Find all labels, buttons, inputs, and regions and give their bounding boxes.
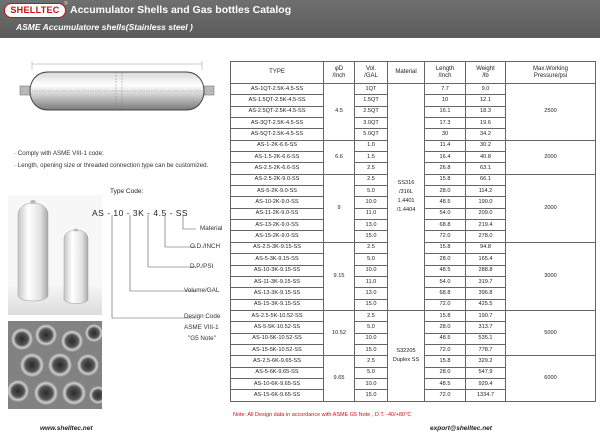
col-header-type: TYPE	[231, 62, 324, 84]
cell-vol: 5.0	[355, 186, 388, 197]
cell-weight: 278.0	[466, 231, 506, 242]
cell-vol: 15.0	[355, 231, 388, 242]
cell-length: 54.0	[425, 208, 466, 219]
cell-type: AS-13-3K-9.15-SS	[231, 288, 324, 299]
cell-length: 72.0	[425, 299, 466, 310]
cell-type: AS-1.5QT-2.5K-4.5-SS	[231, 95, 324, 106]
cell-type: AS-2.5-5K-10.52-SS	[231, 310, 324, 321]
cell-pressure-group: 2000	[506, 140, 596, 174]
cell-type: AS-10-5K-10.52-SS	[231, 333, 324, 344]
cell-vol: 5.0	[355, 322, 388, 333]
cell-vol: 2.5QT	[355, 106, 388, 117]
spec-table-container	[230, 61, 595, 402]
cell-weight: 929.4	[466, 378, 506, 389]
code-label-design-code: Design Code	[184, 313, 221, 320]
cell-weight: 94.8	[466, 242, 506, 253]
cell-vol: 2.5	[355, 174, 388, 185]
cell-weight: 313.7	[466, 322, 506, 333]
cell-weight: 9.0	[466, 84, 506, 95]
cell-length: 10	[425, 95, 466, 106]
cell-length: 15.8	[425, 310, 466, 321]
cell-vol: 10.0	[355, 333, 388, 344]
cell-vol: 2.5	[355, 242, 388, 253]
cell-type: AS-1QT-2.5K-4.5-SS	[231, 84, 324, 95]
cell-length: 68.8	[425, 288, 466, 299]
cell-type: AS-5-3K-9.15-SS	[231, 254, 324, 265]
cell-weight: 425.5	[466, 299, 506, 310]
cell-length: 68.8	[425, 220, 466, 231]
cell-type: AS-2.5-6K-9.65-SS	[231, 356, 324, 367]
cell-weight: 547.9	[466, 367, 506, 378]
cell-od-group: 9.15	[324, 242, 355, 310]
cell-length: 17.3	[425, 118, 466, 129]
code-label-asme: ASME VIII-1	[184, 324, 219, 331]
cell-type: AS-11-3K-9.15-SS	[231, 276, 324, 287]
cell-length: 26.8	[425, 163, 466, 174]
cell-type: AS-15-2K-9.0-SS	[231, 231, 324, 242]
cell-weight: 40.8	[466, 152, 506, 163]
cell-vol: 5.0	[355, 254, 388, 265]
cell-weight: 30.2	[466, 140, 506, 151]
cell-vol: 5.0QT	[355, 129, 388, 140]
cell-od-group: 9.65	[324, 356, 355, 401]
cell-length: 16.1	[425, 106, 466, 117]
cell-length: 28.0	[425, 186, 466, 197]
cell-weight: 18.3	[466, 106, 506, 117]
feature-customization: · Length, opening size or threaded connection type can be customized.	[14, 162, 209, 169]
cylinder-technical-drawing	[14, 58, 219, 138]
table-row	[231, 84, 596, 95]
cell-weight: 219.4	[466, 220, 506, 231]
cell-length: 28.0	[425, 254, 466, 265]
cell-vol: 15.0	[355, 344, 388, 355]
table-row	[231, 310, 596, 321]
cell-od-group: 9	[324, 174, 355, 242]
cell-pressure-group: 6000	[506, 356, 596, 401]
code-label-volume: Volume/GAL	[184, 287, 220, 294]
cell-type: AS-2.5-2K-6.6-SS	[231, 163, 324, 174]
cell-weight: 778.7	[466, 344, 506, 355]
brand-logo[interactable]	[4, 3, 66, 18]
cell-pressure-group: 2500	[506, 84, 596, 141]
cell-vol: 15.0	[355, 390, 388, 401]
col-header-weight: Weight /lb	[466, 62, 506, 84]
cell-vol: 2.5	[355, 356, 388, 367]
type-code-leader-lines	[92, 215, 232, 355]
cell-length: 15.8	[425, 174, 466, 185]
cell-material-group: SS316 /316L 1.4401 /1.4404	[388, 84, 425, 311]
cell-type: AS-10-2K-9.0-SS	[231, 197, 324, 208]
cell-type: AS-13-2K-9.0-SS	[231, 220, 324, 231]
cell-od-group: 4.5	[324, 84, 355, 141]
type-code-example: AS - 10 - 3K - 4.5 - SS	[92, 208, 189, 218]
cell-weight: 288.8	[466, 265, 506, 276]
cell-pressure-group: 5000	[506, 310, 596, 355]
cell-weight: 329.2	[466, 356, 506, 367]
cell-type: AS-15-6K-9.65-SS	[231, 390, 324, 401]
section-subtitle: ASME Accumulatore shells(Stainless steel )	[16, 22, 193, 32]
cell-length: 72.0	[425, 231, 466, 242]
col-header-od: φD /Inch	[324, 62, 355, 84]
cell-vol: 11.0	[355, 208, 388, 219]
cell-length: 15.8	[425, 242, 466, 253]
cell-weight: 63.1	[466, 163, 506, 174]
cell-vol: 11.0	[355, 276, 388, 287]
col-header-pressure: Max.Working Pressure/psi	[506, 62, 596, 84]
cell-weight: 319.7	[466, 276, 506, 287]
cell-length: 48.5	[425, 333, 466, 344]
cell-weight: 535.1	[466, 333, 506, 344]
cell-length: 28.0	[425, 367, 466, 378]
cell-type: AS-3QT-2.5K-4.5-SS	[231, 118, 324, 129]
col-header-length: Length /Inch	[425, 62, 466, 84]
code-label-dp: D.P./PSI	[190, 263, 214, 270]
cell-type: AS-15-3K-9.15-SS	[231, 299, 324, 310]
cell-weight: 34.2	[466, 129, 506, 140]
design-note: Note: All Design data in accordance with ASME G5 Note , D.T. -40/+80℃	[233, 412, 412, 418]
cell-vol: 1.0	[355, 140, 388, 151]
col-header-vol: Vol. /GAL	[355, 62, 388, 84]
cell-length: 28.0	[425, 322, 466, 333]
cell-weight: 190.7	[466, 310, 506, 321]
cell-type: AS-5QT-2.5K-4.5-SS	[231, 129, 324, 140]
cell-weight: 396.8	[466, 288, 506, 299]
cell-type: AS-1-2K-6.6-SS	[231, 140, 324, 151]
cell-type: AS-5-2K-9.0-SS	[231, 186, 324, 197]
cell-vol: 1QT	[355, 84, 388, 95]
feature-list	[14, 148, 229, 172]
cell-length: 16.4	[425, 152, 466, 163]
code-label-material: Material	[200, 225, 223, 232]
code-label-od: O.D./INCH	[190, 243, 221, 250]
spec-table	[230, 61, 596, 402]
cell-length: 7.7	[425, 84, 466, 95]
cell-pressure-group: 3000	[506, 242, 596, 310]
type-code-title: Type Code:	[110, 188, 144, 195]
cell-weight: 165.4	[466, 254, 506, 265]
cell-weight: 190.0	[466, 197, 506, 208]
cell-length: 54.0	[425, 276, 466, 287]
website-link[interactable]: www.shelltec.net	[40, 425, 93, 432]
cell-length: 15.8	[425, 356, 466, 367]
cell-od-group: 10.52	[324, 310, 355, 355]
cell-material-duplex: S32205 Duplex SS	[388, 310, 425, 401]
cell-vol: 1.5QT	[355, 95, 388, 106]
cell-type: AS-1.5-2K-6.6-SS	[231, 152, 324, 163]
col-header-material: Material	[388, 62, 425, 84]
cell-vol: 13.0	[355, 220, 388, 231]
email-link[interactable]: export@shelltec.net	[430, 425, 492, 432]
cell-od-group: 6.6	[324, 140, 355, 174]
cell-length: 72.0	[425, 390, 466, 401]
cell-weight: 19.6	[466, 118, 506, 129]
cell-vol: 5.0	[355, 367, 388, 378]
cell-length: 48.5	[425, 197, 466, 208]
cell-type: AS-2.5-3K-9.15-SS	[231, 242, 324, 253]
cell-type: AS-15-5K-10.52-SS	[231, 344, 324, 355]
cell-vol: 10.0	[355, 197, 388, 208]
cell-weight: 66.1	[466, 174, 506, 185]
cell-pressure-group: 2000	[506, 174, 596, 242]
feature-asme: · Comply with ASME VIII-1 code;	[14, 150, 104, 157]
shell-bundle-photo	[8, 321, 102, 409]
registered-mark: ®	[64, 1, 68, 7]
cell-vol: 1.5	[355, 152, 388, 163]
cell-length: 48.5	[425, 378, 466, 389]
cell-type: AS-11-2K-9.0-SS	[231, 208, 324, 219]
cell-length: 48.5	[425, 265, 466, 276]
cell-vol: 15.0	[355, 299, 388, 310]
cell-weight: 1334.7	[466, 390, 506, 401]
cell-length: 72.0	[425, 344, 466, 355]
cell-vol: 13.0	[355, 288, 388, 299]
cell-vol: 3.0QT	[355, 118, 388, 129]
cell-type: AS-10-6K-9.65-SS	[231, 378, 324, 389]
table-header-row	[231, 62, 596, 84]
cell-length: 30	[425, 129, 466, 140]
logo-text: SHELLTEC	[10, 5, 60, 15]
cell-type: AS-5-5K-10.52-SS	[231, 322, 324, 333]
cell-weight: 114.2	[466, 186, 506, 197]
cell-type: AS-2.5-2K-9.0-SS	[231, 174, 324, 185]
cell-type: AS-5-6K-9.65-SS	[231, 367, 324, 378]
cell-vol: 10.0	[355, 378, 388, 389]
cell-weight: 209.0	[466, 208, 506, 219]
cell-vol: 10.0	[355, 265, 388, 276]
cell-type: AS-2.5QT-2.5K-4.5-SS	[231, 106, 324, 117]
cell-weight: 12.1	[466, 95, 506, 106]
cell-vol: 2.5	[355, 310, 388, 321]
cell-vol: 2.5	[355, 163, 388, 174]
code-label-g5-note: "G5 Note"	[188, 335, 216, 342]
cell-type: AS-10-3K-9.15-SS	[231, 265, 324, 276]
cylinder-product-photo	[8, 195, 102, 315]
catalog-title: Accumulator Shells and Gas bottles Catalog	[70, 4, 292, 16]
cell-length: 11.4	[425, 140, 466, 151]
